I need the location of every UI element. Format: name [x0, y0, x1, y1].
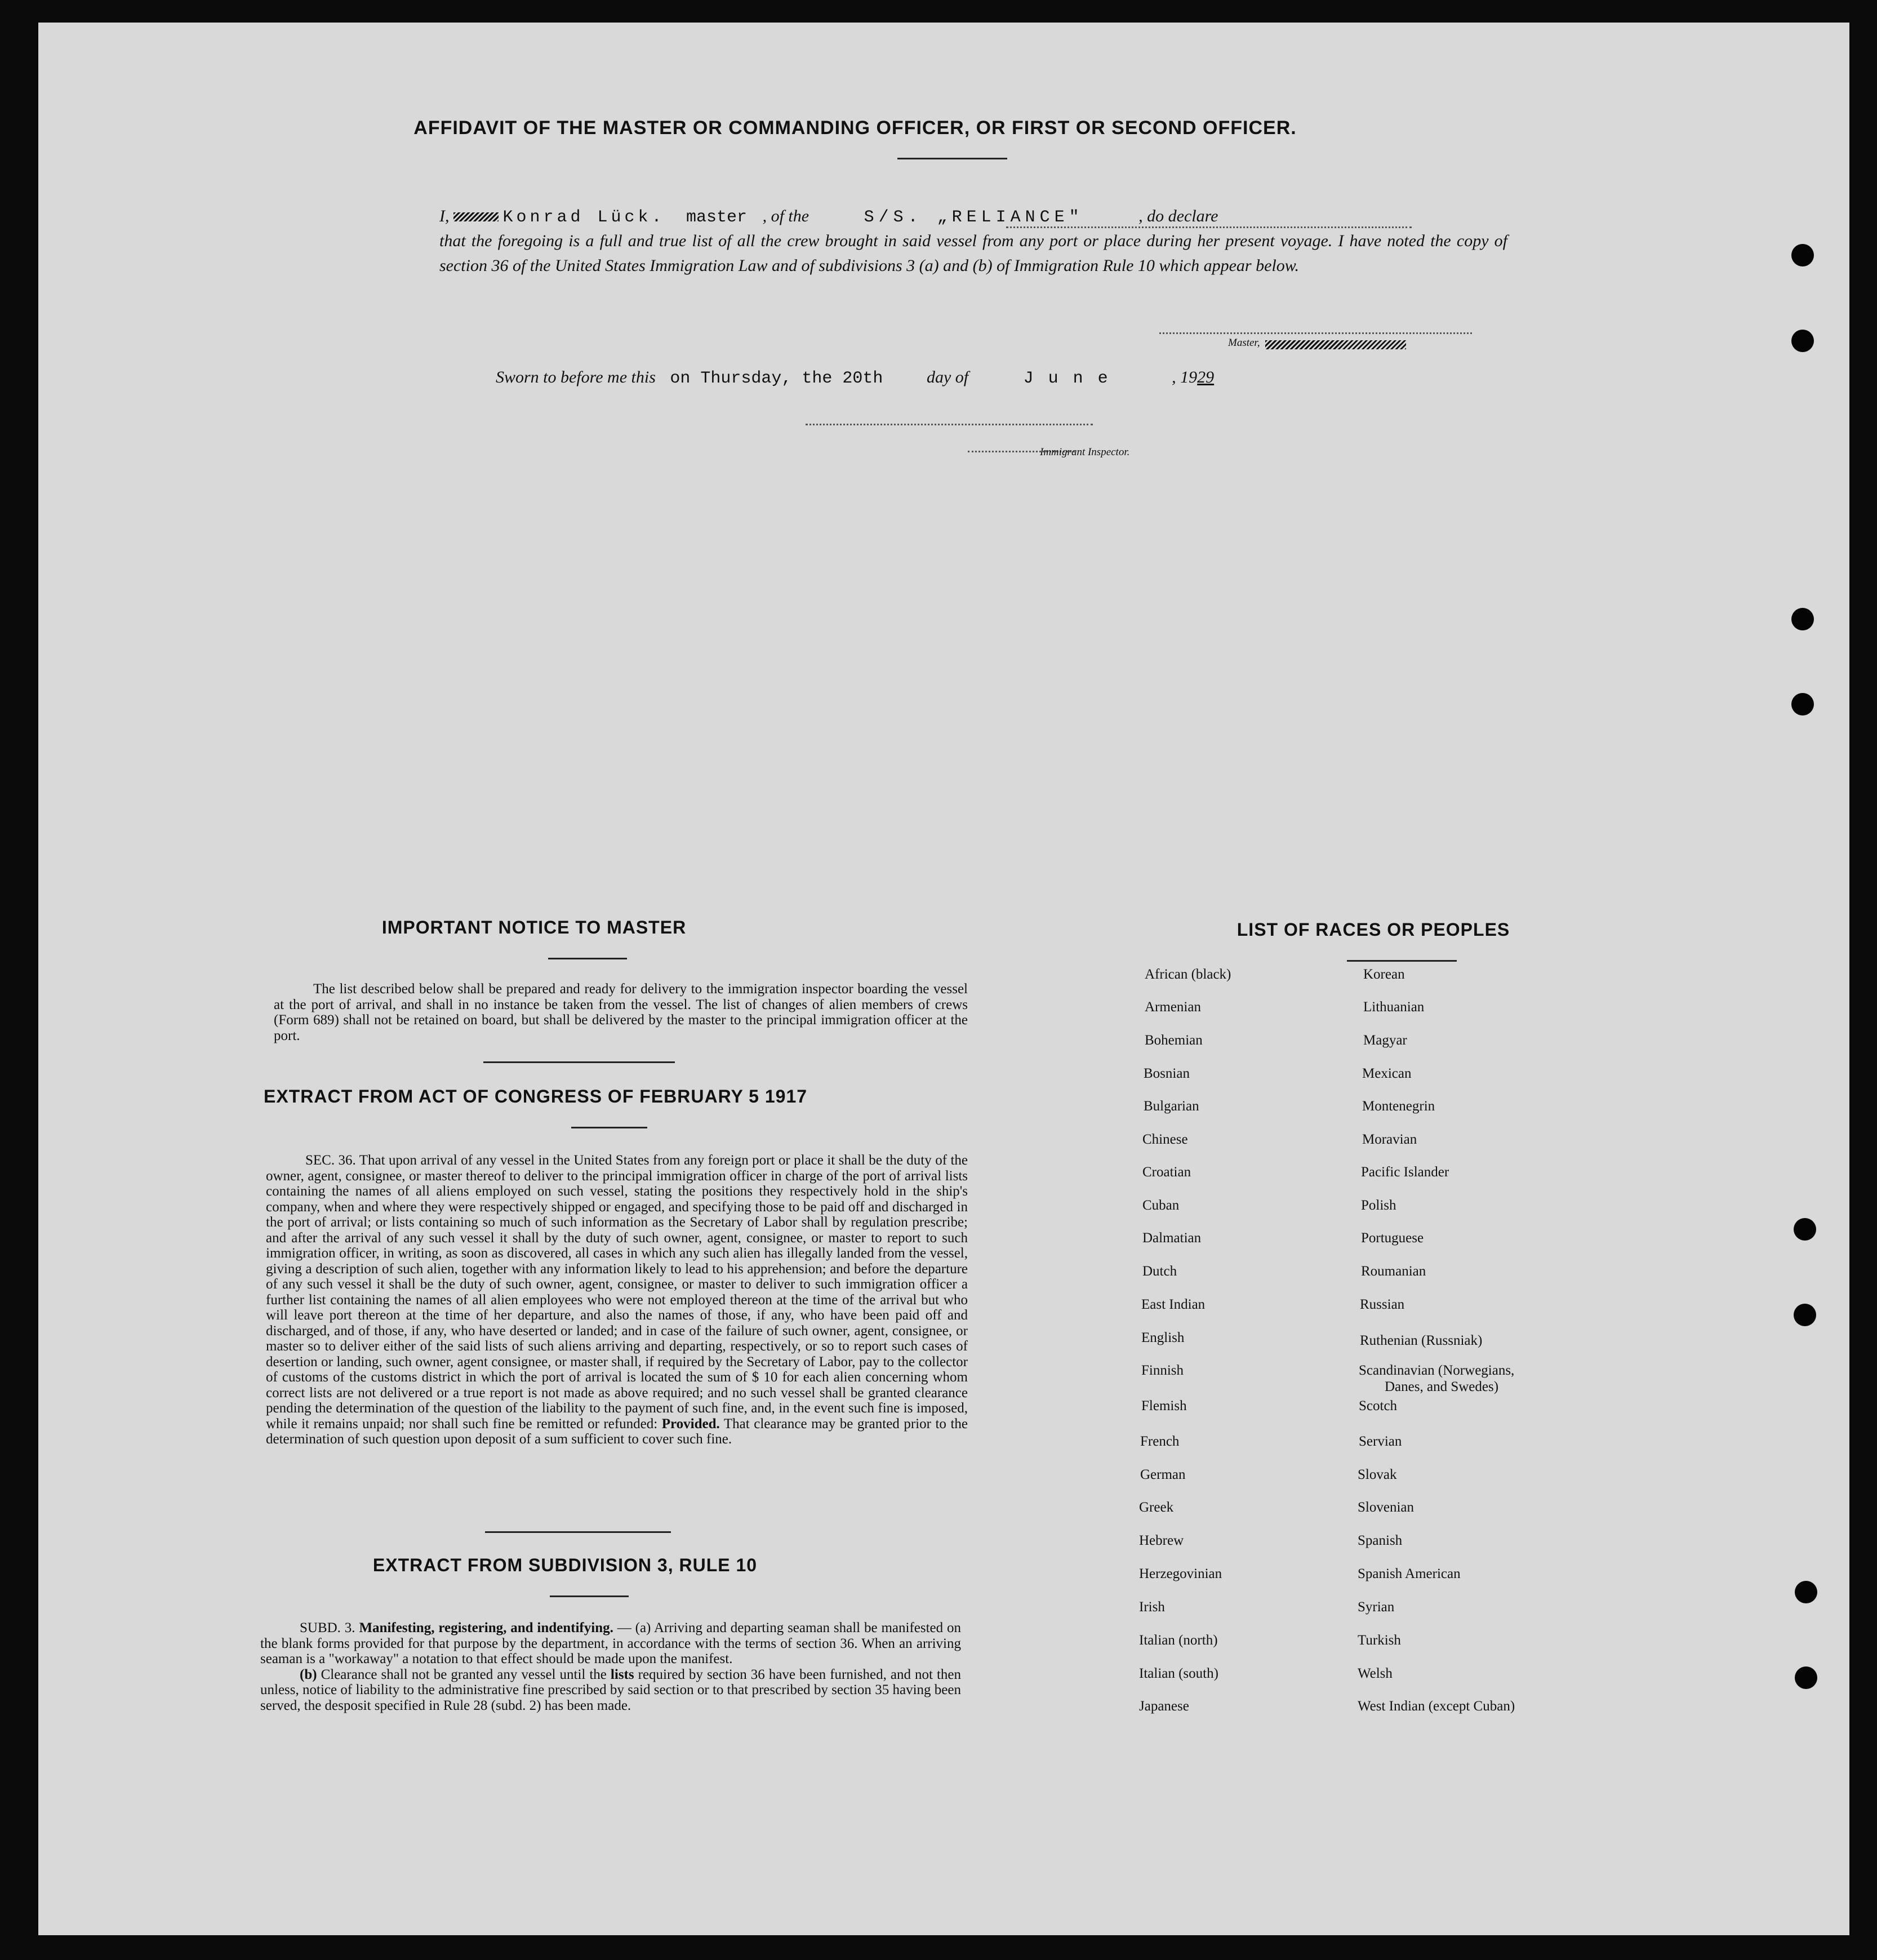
- races-left-item: Finnish: [1141, 1363, 1184, 1378]
- races-left-item: African (black): [1145, 967, 1231, 982]
- races-right-item: Slovak: [1358, 1467, 1397, 1482]
- races-right-item: Magyar: [1363, 1033, 1407, 1048]
- races-left-item: East Indian: [1141, 1297, 1206, 1312]
- races-right-item: Spanish American: [1358, 1566, 1461, 1581]
- races-left-item: Croatian: [1142, 1165, 1191, 1180]
- title-divider: [897, 158, 1007, 159]
- vessel-fill-line: [1006, 226, 1412, 228]
- races-left-item: Bosnian: [1144, 1066, 1190, 1081]
- races-right-item: Spanish: [1358, 1533, 1403, 1548]
- races-right-item: Scandinavian (Norwegians,: [1359, 1363, 1515, 1378]
- affidavit-title: AFFIDAVIT OF THE MASTER OR COMMANDING OFFICER, OR FIRST OR SECOND OFFICER.: [413, 117, 1297, 139]
- races-right-item: Slovenian: [1358, 1500, 1414, 1515]
- provided-label: Provided.: [661, 1416, 720, 1432]
- day-of-label: day of: [926, 368, 969, 386]
- races-left-item: Italian (north): [1139, 1633, 1218, 1648]
- subd-heading: Manifesting, registering, and indentifying.: [359, 1620, 613, 1635]
- inspector-signature-line: [806, 424, 1093, 425]
- punch-hole: [1795, 1581, 1817, 1603]
- races-left-item: Irish: [1139, 1599, 1165, 1615]
- races-right-item: West Indian (except Cuban): [1358, 1699, 1515, 1714]
- punch-hole: [1791, 330, 1814, 352]
- races-right-item: Danes, and Swedes): [1385, 1379, 1499, 1394]
- races-right-item: Syrian: [1358, 1599, 1395, 1615]
- races-left-item: Bohemian: [1145, 1033, 1203, 1048]
- subd-b-label: (b): [300, 1666, 317, 1682]
- races-left-item: Italian (south): [1139, 1666, 1218, 1681]
- master-name-filled: Konrad Lück.: [502, 208, 665, 227]
- act-text: [266, 1153, 968, 1447]
- notice-title: IMPORTANT NOTICE TO MASTER: [381, 917, 687, 937]
- notice-end-divider: [483, 1061, 675, 1063]
- punch-hole: [1794, 1304, 1816, 1326]
- sworn-prefix: Sworn to before me this: [496, 368, 656, 386]
- subd-b-lists: lists: [610, 1666, 634, 1682]
- subd-b-text-1: Clearance shall not be granted any vessel until the: [321, 1666, 607, 1682]
- vessel-filled: S/S. „RELIANCE": [864, 208, 1084, 227]
- subd-label: SUBD. 3.: [300, 1620, 355, 1635]
- punch-hole: [1791, 244, 1814, 266]
- document-page: [38, 23, 1849, 1935]
- punch-hole: [1791, 608, 1814, 630]
- races-left-item: French: [1140, 1434, 1180, 1449]
- punch-hole: [1794, 1218, 1816, 1241]
- do-declare-label: , do declare: [1138, 207, 1218, 225]
- races-left-item: Chinese: [1142, 1132, 1188, 1147]
- act-end-divider: [485, 1531, 671, 1533]
- races-right-item: Roumanian: [1361, 1264, 1426, 1279]
- inspector-label: Immigrant Inspector.: [1040, 446, 1130, 458]
- races-right-item: Scotch: [1359, 1398, 1398, 1414]
- races-right-item: Moravian: [1362, 1132, 1417, 1147]
- races-right-item: Portuguese: [1361, 1230, 1424, 1246]
- rule-title: EXTRACT FROM SUBDIVISION 3, RULE 10: [372, 1555, 758, 1575]
- races-right-item: Turkish: [1358, 1633, 1401, 1648]
- of-the-label: , of the: [762, 207, 809, 225]
- struck-out-text: [453, 212, 499, 221]
- subd-a-text: — (a) Arriving and departing seaman shall be manifested on the blank forms provided for that purpose by the department, in accordance with the terms of section 36. When an arriving seaman is a "workaway" a notation to that effect should be made upon the manifest.: [260, 1620, 962, 1666]
- races-left-item: English: [1141, 1330, 1185, 1345]
- rule-text: [260, 1620, 961, 1713]
- punch-hole: [1791, 693, 1814, 715]
- year-prefix: , 19: [1172, 368, 1198, 386]
- races-left-item: Greek: [1139, 1500, 1174, 1515]
- races-right-item: Korean: [1363, 967, 1405, 982]
- races-divider: [1347, 960, 1457, 962]
- notice-paragraph: The list described below shall be prepared and ready for delivery to the immigration inspector boarding the vessel at the port of arrival, and shall in no instance be taken from the vessel. The list of changes of alien members of crews (Form 689) shall not be retained on board, but shall be delivered by the master to the principal immigration officer at the port.: [274, 981, 968, 1043]
- races-left-item: Dutch: [1142, 1264, 1177, 1279]
- act-divider: [571, 1127, 647, 1128]
- races-right-item: Pacific Islander: [1361, 1165, 1449, 1180]
- declaration-body: that the foregoing is a full and true list of all the crew brought in said vessel from any port or place during her present voyage. I have noted the copy of section 36 of the United States Immigration Law and of subdivisions 3 (a) and (b) of Immigration Rule 10 which appear below.: [439, 232, 1507, 275]
- races-right-item: Mexican: [1362, 1066, 1412, 1081]
- races-right-item: Russian: [1360, 1297, 1405, 1312]
- rule-divider: [550, 1595, 629, 1597]
- month-filled: June: [1023, 369, 1123, 388]
- races-title: LIST OF RACES OR PEOPLES: [1236, 919, 1510, 940]
- races-left-item: Herzegovinian: [1139, 1566, 1222, 1581]
- races-left-item: Bulgarian: [1144, 1099, 1199, 1114]
- scan-border: [1849, 0, 1877, 1960]
- races-left-item: Cuban: [1142, 1198, 1180, 1213]
- i-prefix: I,: [439, 207, 450, 225]
- races-left-item: German: [1140, 1467, 1186, 1482]
- master-role-filled: master: [686, 208, 748, 227]
- races-left-item: Japanese: [1139, 1699, 1189, 1714]
- act-title: EXTRACT FROM ACT OF CONGRESS OF FEBRUARY 5 1917: [264, 1086, 808, 1106]
- notice-divider: [548, 958, 627, 959]
- sworn-line: [496, 365, 1214, 391]
- act-paragraph-end: That clearance may be granted prior to the determination of such question upon deposit of a sum sufficient to cover such fine.: [266, 1416, 968, 1447]
- races-left-item: Armenian: [1145, 999, 1201, 1015]
- races-left-item: Flemish: [1141, 1398, 1187, 1414]
- subd-b-text-2: required by section 36 have been furnished, and not then unless, notice of liability to the administrative fine prescribed by said section or to that prescribed by section 35 having been served, the desposit specified in Rule 28 (subd. 2) has been made.: [260, 1666, 961, 1713]
- act-paragraph: SEC. 36. That upon arrival of any vessel in the United States from any foreign port or place it shall be the duty of the owner, agent, consignee, or master thereof to deliver to the principal immigration officer in charge of the port of arrival lists containing the names of all aliens employed on such vessel, stating the positions they respectively hold in the ship's company, when and where they were respectively shipped or engaged, and specifying those to be paid off and discharged in the port of arrival; or lists containing so much of such information as the Secretary of Labor shall by regulation prescribe; and after the arrival of any such vessel it shall by the duty of such owner, agent, consignee, or master to report to such immigration officer, in writing, as soon as discovered, all cases in which any such alien has illegally landed from the vessel, giving a description of such alien, together with any information likely to lead to his apprehension; and before the departure of any such vessel it shall be the duty of such owner, agent, consignee, or master to deliver to such immigration officer a further list containing the names of all alien employees who were not employed thereon at the time of the arrival but who will leave port thereon at the time of her departure, and also the names of those, if any, who have been paid off and discharged, and of those, if any, who have deserted or landed; and in case of the failure of such owner, agent, consignee, or master so to deliver either of the said lists of such aliens arriving and departing, respectively, or so to report such cases of desertion or landing, such owner, agent consignee, or master shall, if required by the Secretary of Labor, pay to the collector of customs of the customs district in which the port of arrival is located the sum of $ 10 for each alien concerning whom correct lists are not delivered or a true report is not made as above required; and no such vessel shall be granted clearance pending the determination of the question of the liability to the payment of such fine, and, in the event such fine is imposed, while it remains unpaid; nor shall such fine be remitted or refunded:: [266, 1153, 968, 1432]
- races-right-item: Lithuanian: [1363, 999, 1425, 1015]
- races-left-item: Hebrew: [1139, 1533, 1184, 1548]
- notice-text: [274, 981, 968, 1043]
- punch-hole: [1795, 1666, 1817, 1689]
- sworn-date-filled: on Thursday, the 20th: [670, 369, 883, 388]
- races-left-item: Dalmatian: [1142, 1230, 1202, 1246]
- races-right-item: Montenegrin: [1362, 1099, 1435, 1114]
- struck-out-signature: [1265, 340, 1406, 349]
- master-label: Master,: [1228, 337, 1260, 349]
- year-filled: 29: [1197, 368, 1215, 386]
- master-signature-line: [1159, 332, 1472, 334]
- races-right-item: Polish: [1361, 1198, 1396, 1213]
- races-right-item: Ruthenian (Russniak): [1360, 1333, 1483, 1348]
- races-right-item: Welsh: [1358, 1666, 1393, 1681]
- races-right-item: Servian: [1359, 1434, 1402, 1449]
